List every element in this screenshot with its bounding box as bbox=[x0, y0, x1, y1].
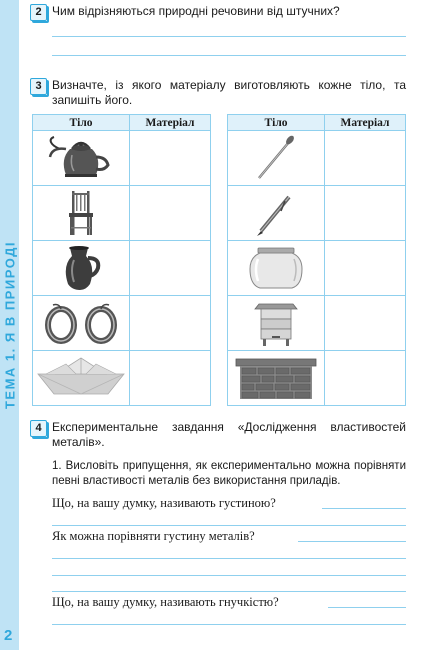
earrings-icon bbox=[33, 296, 130, 351]
material-answer-cell[interactable] bbox=[130, 131, 211, 186]
material-answer-cell[interactable] bbox=[325, 186, 406, 241]
chair-icon bbox=[33, 186, 130, 241]
answer-line[interactable] bbox=[52, 36, 406, 37]
column-header-body: Тіло bbox=[228, 115, 325, 131]
material-answer-cell[interactable] bbox=[325, 241, 406, 296]
question-4-text: Експериментальне завдання «Дослідження властивостей металів». bbox=[52, 420, 406, 449]
prompt-flexibility: Що, на вашу думку, називають гнучкістю? bbox=[52, 595, 279, 609]
material-answer-cell[interactable] bbox=[130, 186, 211, 241]
task-1-text: 1. Висловіть припущення, як експериментально можна порівняти певні властивості металів без використання приладів. bbox=[52, 460, 406, 487]
jug-icon bbox=[33, 241, 130, 296]
materials-table-right bbox=[227, 114, 406, 406]
topic-label: ТЕМА 1. Я В ПРИРОДІ bbox=[2, 240, 17, 410]
material-answer-cell[interactable] bbox=[325, 351, 406, 406]
page-number: 2 bbox=[4, 627, 13, 644]
question-2-number: 2 bbox=[30, 4, 47, 21]
material-answer-cell[interactable] bbox=[130, 296, 211, 351]
column-header-material: Матеріал bbox=[325, 115, 406, 131]
answer-line[interactable] bbox=[328, 607, 406, 608]
pen-icon bbox=[228, 186, 325, 241]
material-answer-cell[interactable] bbox=[325, 131, 406, 186]
question-3-text: Визначте, із якого матеріалу виготовляють кожне тіло, та запишіть його. bbox=[52, 78, 406, 107]
prompt-density: Що, на вашу думку, називають густиною? bbox=[52, 496, 276, 510]
material-answer-cell[interactable] bbox=[130, 351, 211, 406]
paper-boat-icon bbox=[33, 351, 130, 406]
material-answer-cell[interactable] bbox=[130, 241, 211, 296]
glass-jar-icon bbox=[228, 241, 325, 296]
material-answer-cell[interactable] bbox=[325, 296, 406, 351]
answer-line[interactable] bbox=[322, 508, 406, 509]
stone-well-icon bbox=[228, 351, 325, 406]
column-header-material: Матеріал bbox=[130, 115, 211, 131]
column-header-body: Тіло bbox=[33, 115, 130, 131]
answer-line[interactable] bbox=[298, 541, 406, 542]
answer-line[interactable] bbox=[52, 558, 406, 559]
kettle-icon bbox=[33, 131, 130, 186]
prompt-compare: Як можна порівняти густину металів? bbox=[52, 529, 255, 543]
question-4-number: 4 bbox=[30, 420, 47, 437]
answer-line[interactable] bbox=[52, 575, 406, 576]
answer-line[interactable] bbox=[52, 624, 406, 625]
materials-table-left bbox=[32, 114, 211, 406]
question-2-text: Чим відрізняються природні речовини від штучних? bbox=[52, 4, 340, 18]
answer-line[interactable] bbox=[52, 591, 406, 592]
beehive-icon bbox=[228, 296, 325, 351]
answer-line[interactable] bbox=[52, 525, 406, 526]
nail-icon bbox=[228, 131, 325, 186]
question-3-number: 3 bbox=[30, 78, 47, 95]
answer-line[interactable] bbox=[52, 55, 406, 56]
